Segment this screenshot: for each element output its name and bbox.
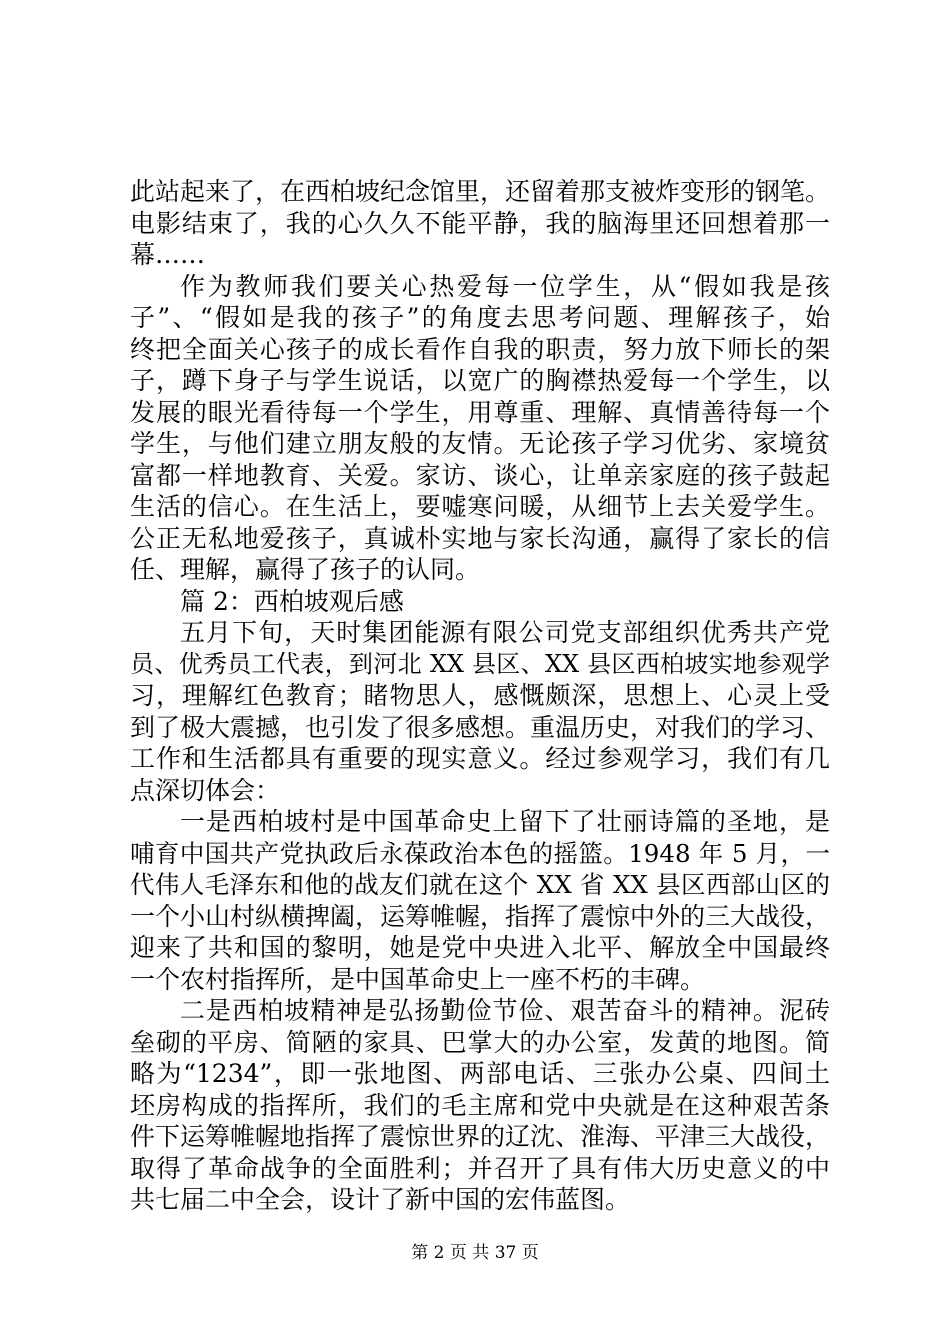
text-line: 作为教师我们要关心热爱每一位学生，从“假如我是孩 <box>180 271 830 301</box>
text-line: 生活的信心。在生活上，要嘘寒问暖，从细节上去关爱学生。 <box>130 492 830 521</box>
text-line: 员、优秀员工代表，到河北 XX 县区、XX 县区西柏坡实地参观学 <box>130 649 830 678</box>
text-line: 略为“1234”，即一张地图、两部电话、三张办公桌、四间土 <box>130 1059 830 1088</box>
text-line: 终把全面关心孩子的成长看作自我的职责，努力放下师长的架 <box>130 334 830 364</box>
document-body <box>130 176 830 1216</box>
text-line: 一是西柏坡村是中国革命史上留下了壮丽诗篇的圣地，是 <box>180 807 830 836</box>
text-line: 到了极大震撼，也引发了很多感想。重温历史，对我们的学习、 <box>130 712 831 742</box>
text-line: 此站起来了，在西柏坡纪念馆里，还留着那支被炸变形的钢笔。 <box>130 177 831 206</box>
text-line: 一个农村指挥所，是中国革命史上一座不朽的丰碑。 <box>130 964 706 994</box>
text-line: 富都一样地教育、关爱。家访、谈心，让单亲家庭的孩子鼓起 <box>130 460 830 490</box>
text-line: 一个小山村纵横捭阖，运筹帷幄，指挥了震惊中外的三大战役， <box>130 901 831 931</box>
text-line: 任、理解，赢得了孩子的认同。 <box>130 555 481 584</box>
text-line: 共七届二中全会，设计了新中国的宏伟蓝图。 <box>130 1185 631 1214</box>
text-line: 习，理解红色教育；睹物思人，感慨颇深，思想上、心灵上受 <box>130 681 830 710</box>
text-line: 电影结束了，我的心久久不能平静，我的脑海里还回想着那一 <box>130 208 830 238</box>
text-line: 取得了革命战争的全面胜利；并召开了具有伟大历史意义的中 <box>130 1153 830 1183</box>
text-line: 学生，与他们建立朋友般的友情。无论孩子学习优劣、家境贫 <box>130 429 830 458</box>
text-line: 哺育中国共产党执政后永葆政治本色的摇篮。1948 年 5 月，一 <box>130 838 830 868</box>
text-line: 迎来了共和国的黎明，她是党中央进入北平、解放全中国最终 <box>130 933 830 962</box>
text-line: 发展的眼光看待每一个学生，用尊重、理解、真情善待每一个 <box>130 397 830 427</box>
text-line: 子”、“假如是我的孩子”的角度去思考问题、理解孩子，始 <box>130 303 830 332</box>
page-footer: 第 2 页 共 37 页 <box>411 1243 539 1263</box>
text-line: 件下运筹帷幄地指挥了震惊世界的辽沈、淮海、平津三大战役， <box>130 1122 831 1151</box>
text-line: 坯房构成的指挥所，我们的毛主席和党中央就是在这种艰苦条 <box>130 1090 830 1120</box>
text-line: 子，蹲下身子与学生说话，以宽广的胸襟热爱每一个学生，以 <box>130 366 830 395</box>
text-line: 五月下旬，天时集团能源有限公司党支部组织优秀共产党 <box>180 618 830 647</box>
text-line: 幕…… <box>130 240 206 269</box>
text-line: 代伟人毛泽东和他的战友们就在这个 XX 省 XX 县区西部山区的 <box>130 870 830 899</box>
text-line: 点深切体会： <box>130 775 281 805</box>
text-line: 公正无私地爱孩子，真诚朴实地与家长沟通，赢得了家长的信 <box>130 523 830 553</box>
text-line: 二是西柏坡精神是弘扬勤俭节俭、艰苦奋斗的精神。泥砖 <box>180 996 830 1025</box>
text-line: 工作和生活都具有重要的现实意义。经过参观学习，我们有几 <box>130 744 830 773</box>
text-line: 垒砌的平房、简陋的家具、巴掌大的办公室，发黄的地图。简 <box>130 1027 830 1057</box>
text-line: 篇 2：西柏坡观后感 <box>180 586 404 616</box>
